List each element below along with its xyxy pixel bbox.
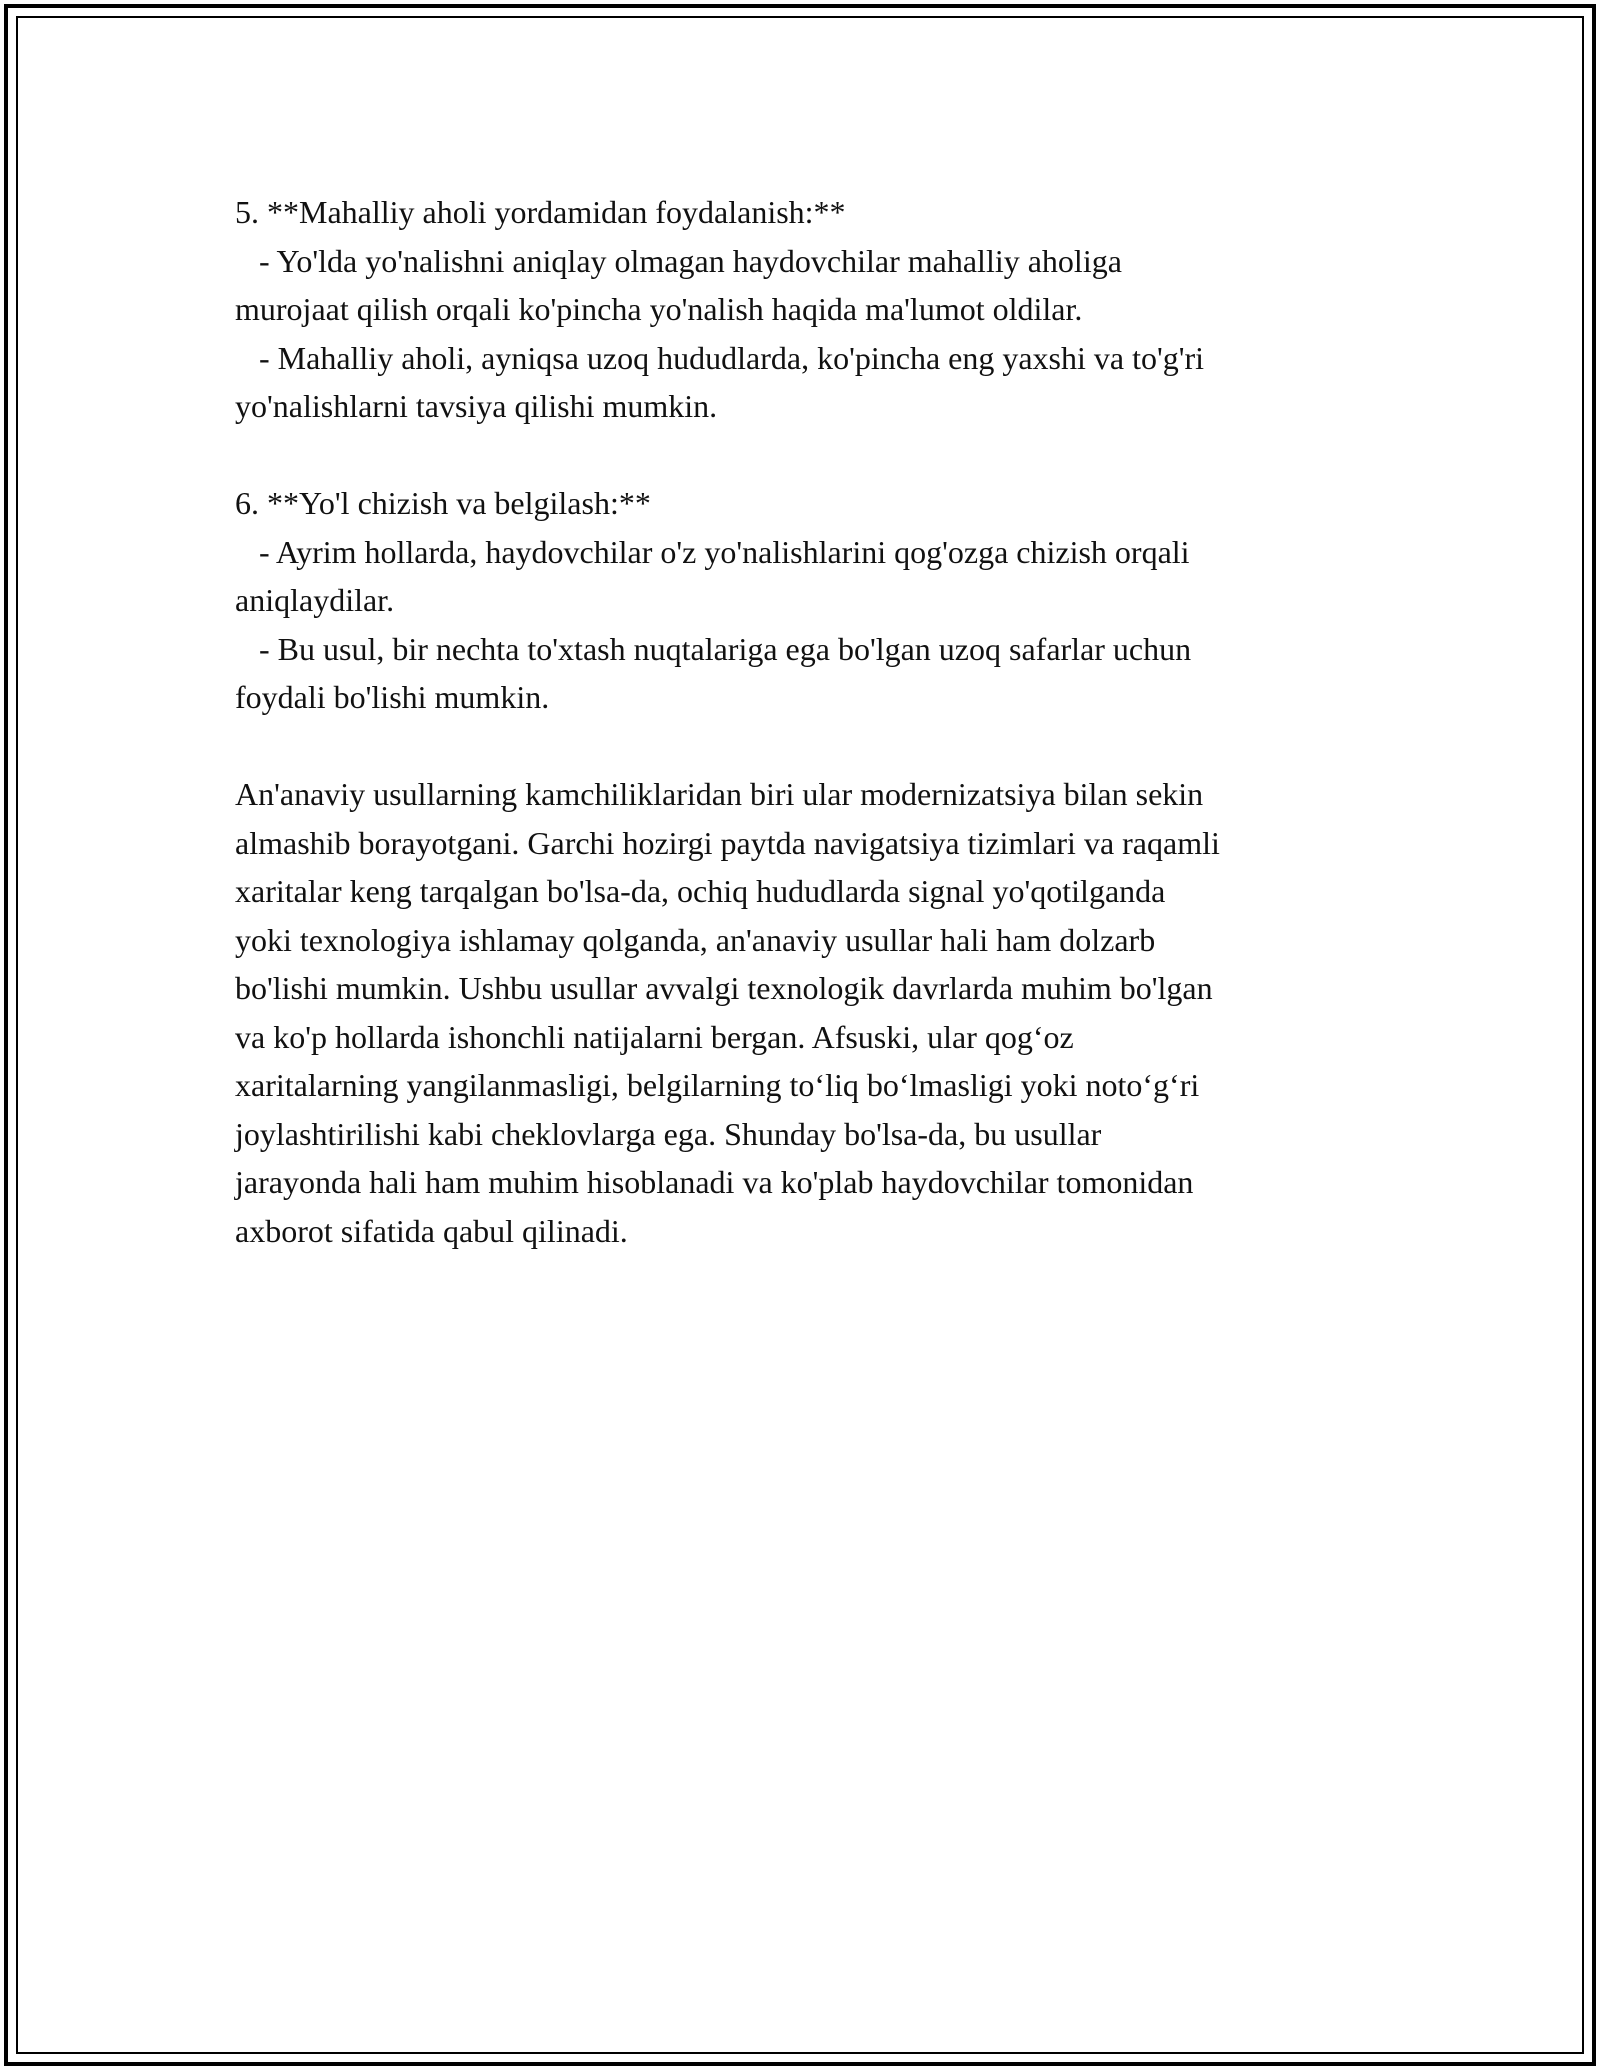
paragraph-line: axborot sifatida qabul qilinadi.	[235, 1212, 628, 1249]
section-heading: 5. **Mahalliy aholi yordamidan foydalanish:**	[235, 194, 846, 230]
paragraph-line: almashib borayotgani. Garchi hozirgi paytda navigatsiya tizimlari va raqamli	[235, 824, 1220, 861]
conclusion-paragraph	[235, 770, 1385, 1255]
section-heading: 6. **Yo'l chizish va belgilash:**	[235, 485, 651, 521]
bullet-line: yo'nalishlarni tavsiya qilishi mumkin.	[235, 388, 718, 424]
paragraph-line: va ko'p hollarda ishonchli natijalarni bergan. Afsuski, ular qog‘oz	[235, 1018, 1074, 1055]
section-6	[235, 479, 1385, 722]
paragraph-line: xaritalarning yangilanmasligi, belgilarning to‘liq bo‘lmasligi yoki noto‘g‘ri	[235, 1067, 1200, 1103]
paragraph-line: jarayonda hali ham muhim hisoblanadi va ko'plab haydovchilar tomonidan	[235, 1164, 1194, 1200]
paragraph-line: bo'lishi mumkin. Ushbu usullar avvalgi texnologik davrlarda muhim bo'lgan	[235, 970, 1213, 1006]
paragraph-line: xaritalar keng tarqalgan bo'lsa-da, ochiq hududlarda signal yo'qotilganda	[235, 873, 1166, 909]
bullet-line: - Bu usul, bir nechta to'xtash nuqtalariga ega bo'lgan uzoq safarlar uchun	[235, 630, 1192, 667]
bullet-line: - Mahalliy aholi, ayniqsa uzoq hududlarda, ko'pincha eng yaxshi va to'g'ri	[235, 339, 1205, 376]
bullet-line: - Ayrim hollarda, haydovchilar o'z yo'nalishlarini qog'ozga chizish orqali	[235, 533, 1190, 570]
document-body	[235, 188, 1385, 1255]
paragraph-line: joylashtirilishi kabi cheklovlarga ega. Shunday bo'lsa-da, bu usullar	[235, 1115, 1102, 1152]
paragraph-spacer	[235, 431, 1385, 480]
bullet-line: aniqlaydilar.	[235, 582, 395, 618]
bullet-line: foydali bo'lishi mumkin.	[235, 679, 550, 715]
section-5	[235, 188, 1385, 431]
paragraph-spacer	[235, 722, 1385, 771]
paragraph-line: An'anaviy usullarning kamchiliklaridan biri ular modernizatsiya bilan sekin	[235, 776, 1204, 812]
paragraph-line: yoki texnologiya ishlamay qolganda, an'anaviy usullar hali ham dolzarb	[235, 921, 1156, 958]
bullet-line: - Yo'lda yo'nalishni aniqlay olmagan haydovchilar mahalliy aholiga	[235, 242, 1122, 279]
bullet-line: murojaat qilish orqali ko'pincha yo'nalish haqida ma'lumot oldilar.	[235, 291, 1083, 327]
